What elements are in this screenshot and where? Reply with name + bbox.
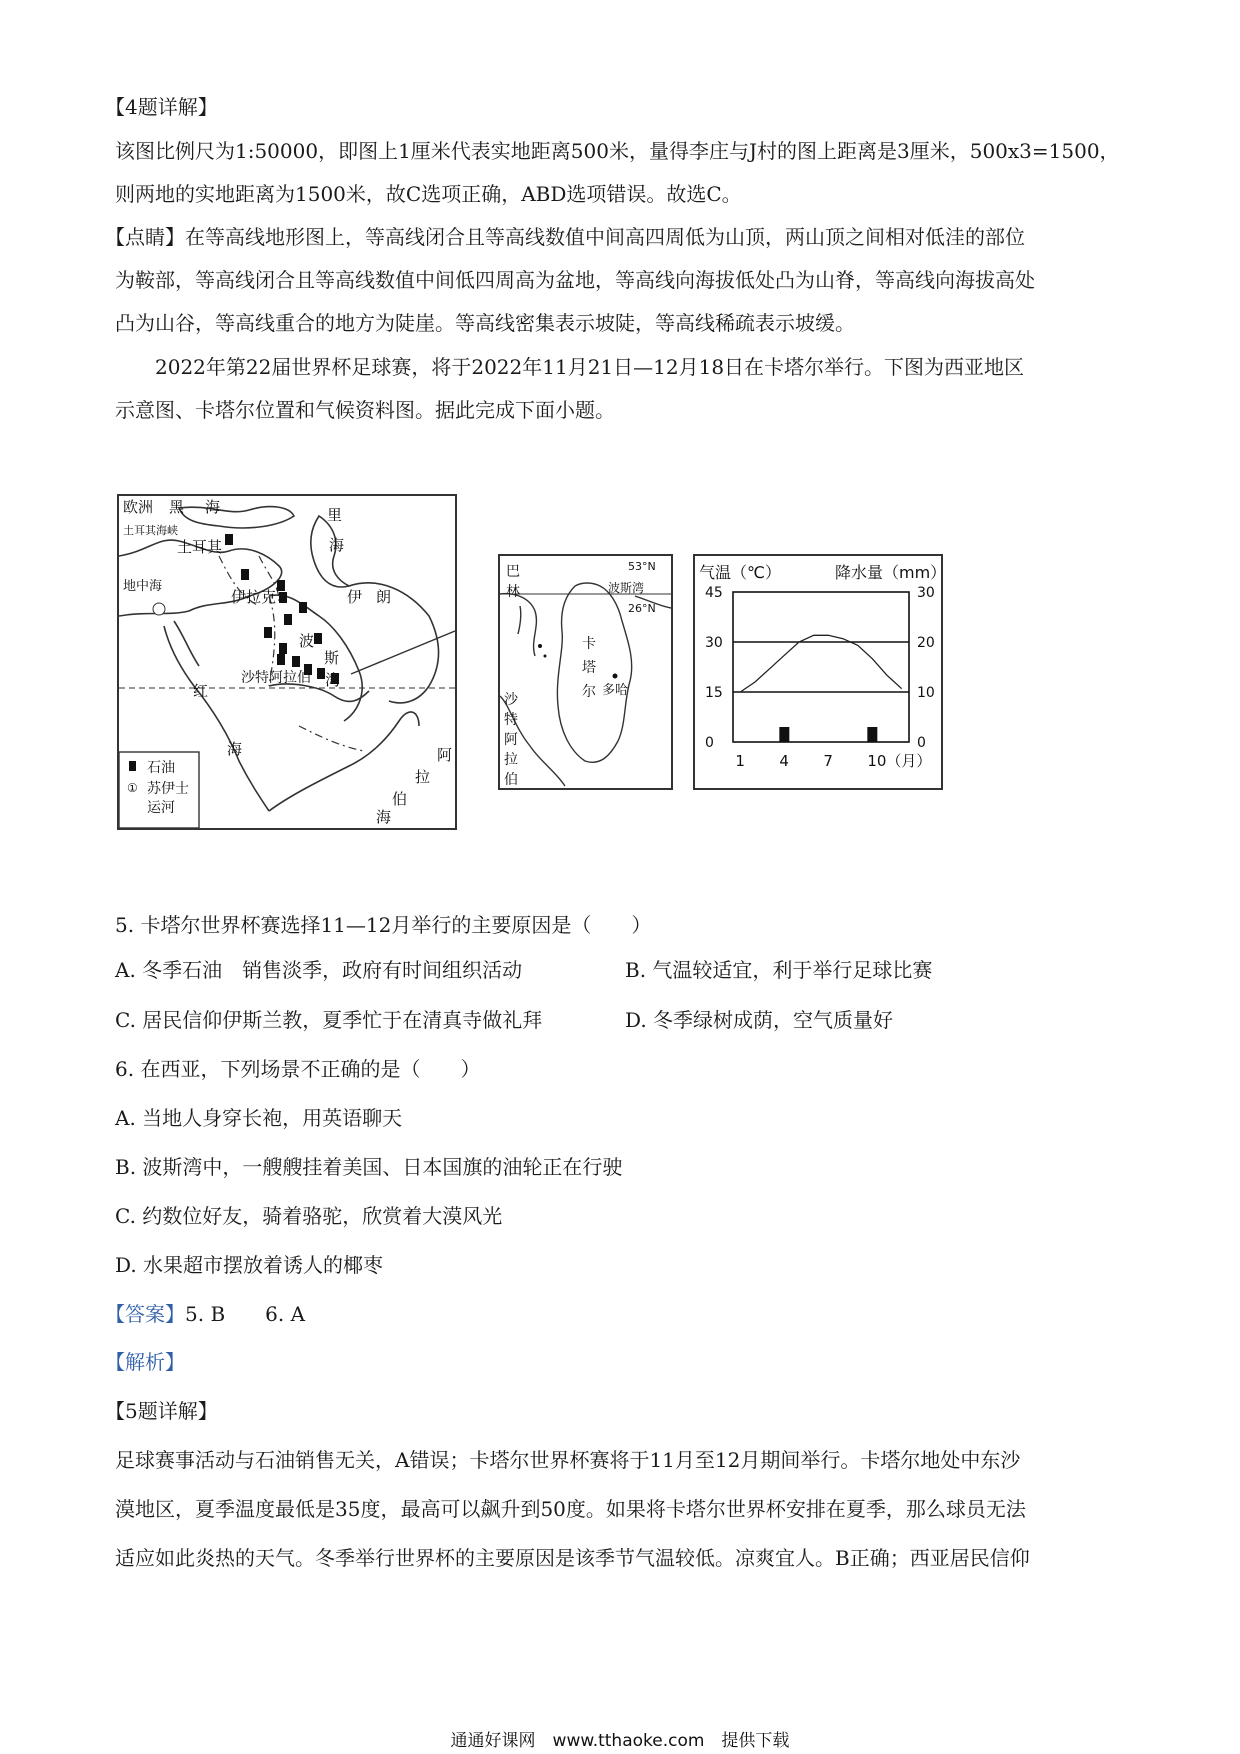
q6-option: B. 波斯湾中，一艘艘挂着美国、日本国旗的油轮正在行驶 bbox=[115, 1155, 623, 1179]
heading-4-detail: 【4题详解】 bbox=[105, 95, 218, 119]
x-tick-label: 7 bbox=[823, 752, 833, 770]
oil-legend-icon bbox=[129, 761, 136, 771]
map-label: 多哈 bbox=[602, 683, 629, 698]
west-asia-map bbox=[117, 494, 457, 830]
x-tick-label: 10（月） bbox=[867, 752, 932, 770]
west-asia-map-svg bbox=[119, 496, 455, 828]
map-label: 波斯湾 bbox=[608, 581, 645, 595]
q5-option-c: C. 居民信仰伊斯兰教，夏季忙于在清真寺做礼拜 bbox=[115, 1008, 543, 1032]
y-tick-label: 15 bbox=[705, 685, 723, 701]
y2-tick-label: 10 bbox=[917, 685, 935, 701]
map-label: 土耳其 bbox=[177, 538, 223, 556]
map-label: 海 bbox=[329, 536, 345, 554]
q6-option: C. 约数位好友，骑着骆驼，欣赏着大漠风光 bbox=[115, 1204, 503, 1228]
map-label: 沙 bbox=[504, 692, 518, 708]
map-label: 阿 bbox=[437, 746, 453, 764]
text-line: 该图比例尺为1:50000，即图上1厘米代表实地距离500米，量得李庄与J村的图上距离是3厘米，500x3=1500， bbox=[115, 139, 1120, 163]
map-label: 26°N bbox=[628, 602, 656, 615]
map-label: 欧洲 bbox=[123, 498, 154, 516]
qatar-map bbox=[498, 554, 673, 790]
map-label: 朗 bbox=[376, 588, 392, 606]
legend-canal-marker: ① bbox=[127, 781, 138, 795]
map-label: 海 bbox=[205, 498, 221, 516]
map-label: 伯 bbox=[504, 772, 518, 788]
y2-tick-label: 20 bbox=[917, 635, 935, 651]
q6-option: A. 当地人身穿长袍，用英语聊天 bbox=[115, 1106, 403, 1130]
detail-5-line: 适应如此炎热的天气。冬季举行世界杯的主要原因是该季节气温较低。凉爽宜人。B正确；西亚居民信仰 bbox=[115, 1546, 1030, 1570]
y2-tick-label: 30 bbox=[917, 585, 935, 601]
map-label: 里 bbox=[327, 506, 343, 524]
map-label: 林 bbox=[506, 584, 520, 600]
legend-oil-label: 石油 bbox=[147, 760, 175, 776]
text-line: 凸为山谷，等高线重合的地方为陡崖。等高线密集表示坡陡，等高线稀疏表示坡缓。 bbox=[115, 311, 855, 335]
answer-text: 5. B 6. A bbox=[185, 1302, 306, 1326]
detail-5-line: 漠地区，夏季温度最低是35度，最高可以飙升到50度。如果将卡塔尔世界杯安排在夏季，那么球员无法 bbox=[115, 1497, 1026, 1521]
precipitation-bar bbox=[779, 727, 789, 742]
map-label: 拉 bbox=[415, 768, 431, 786]
legend-canal-label: 苏伊士 bbox=[147, 781, 189, 797]
qatar-map-svg bbox=[500, 556, 671, 788]
y-tick-label: 30 bbox=[705, 635, 723, 651]
temperature-line bbox=[740, 635, 901, 692]
text-line: 则两地的实地距离为1500米，故C选项正确，ABD选项错误。故选C。 bbox=[115, 182, 742, 206]
precipitation-bar bbox=[867, 727, 877, 742]
map-label: 巴 bbox=[506, 564, 520, 580]
map-label: 海 bbox=[227, 740, 243, 758]
map-label: 53°N bbox=[628, 560, 656, 573]
text-line: 【点睛】在等高线地形图上，等高线闭合且等高线数值中间高四周低为山顶，两山顶之间相对低洼的部位 bbox=[105, 225, 1025, 249]
map-label: 土耳其海峡 bbox=[123, 524, 178, 537]
footer: 通通好课网 www.tthaoke.com 提供下载 bbox=[450, 1731, 790, 1751]
q5-option-a: A. 冬季石油 销售淡季，政府有时间组织活动 bbox=[115, 958, 523, 982]
map-label: 地中海 bbox=[123, 579, 163, 594]
answer-line bbox=[105, 1300, 305, 1328]
question-6: 6. 在西亚，下列场景不正确的是（ ） bbox=[115, 1057, 481, 1081]
map-label: 海 bbox=[376, 808, 392, 826]
chart-ylabel: 气温（℃） bbox=[699, 563, 781, 582]
map-label: 拉 bbox=[504, 752, 518, 768]
text-line: 示意图、卡塔尔位置和气候资料图。据此完成下面小题。 bbox=[115, 398, 615, 422]
plot-frame bbox=[733, 592, 909, 742]
text-line: 为鞍部，等高线闭合且等高线数值中间低四周高为盆地，等高线向海拔低处凸为山脊，等高线向海拔高处 bbox=[115, 268, 1035, 292]
map-label: 伯 bbox=[392, 790, 408, 808]
y-tick-label: 45 bbox=[705, 585, 723, 601]
chart-y2label: 降水量（mm） bbox=[835, 563, 941, 582]
x-tick-label: 1 bbox=[735, 752, 745, 770]
detail-5-title: 【5题详解】 bbox=[105, 1399, 218, 1423]
legend-canal-label: 运河 bbox=[147, 800, 175, 816]
map-label: 特 bbox=[504, 712, 518, 728]
analysis-label: 【解析】 bbox=[105, 1350, 185, 1374]
answer-label: 【答案】 bbox=[105, 1302, 185, 1326]
map-label: 红 bbox=[193, 682, 209, 700]
map-label: 波 bbox=[299, 632, 315, 650]
map-label: 塔 bbox=[582, 660, 596, 676]
y2-tick-label: 0 bbox=[917, 735, 926, 751]
map-label: 阿 bbox=[504, 732, 518, 748]
climate-chart bbox=[693, 554, 943, 790]
map-label: 伊 bbox=[347, 588, 363, 606]
map-label: 尔 bbox=[582, 684, 596, 700]
map-label: 卡 bbox=[582, 636, 596, 652]
map-label: 黑 bbox=[169, 498, 185, 516]
question-5: 5. 卡塔尔世界杯赛选择11—12月举行的主要原因是（ ） bbox=[115, 913, 652, 937]
q5-option-d: D. 冬季绿树成荫，空气质量好 bbox=[625, 1008, 894, 1032]
map-label: 伊拉克 bbox=[231, 588, 277, 606]
climate-chart-svg bbox=[695, 556, 941, 788]
map-label: 沙特阿拉伯 bbox=[241, 670, 311, 686]
map-label: 斯 bbox=[324, 649, 340, 667]
q6-option: D. 水果超市摆放着诱人的椰枣 bbox=[115, 1253, 384, 1277]
map-label: 湾 bbox=[325, 671, 341, 689]
text-line: 2022年第22届世界杯足球赛，将于2022年11月21日—12月18日在卡塔尔举行。下图为西亚地区 bbox=[155, 355, 1025, 379]
x-tick-label: 4 bbox=[779, 752, 789, 770]
detail-5-line: 足球赛事活动与石油销售无关，A错误；卡塔尔世界杯赛将于11月至12月期间举行。卡塔尔地处中东沙 bbox=[115, 1448, 1021, 1472]
q5-option-b: B. 气温较适宜，利于举行足球比赛 bbox=[625, 958, 933, 982]
y-tick-label: 0 bbox=[705, 735, 714, 751]
